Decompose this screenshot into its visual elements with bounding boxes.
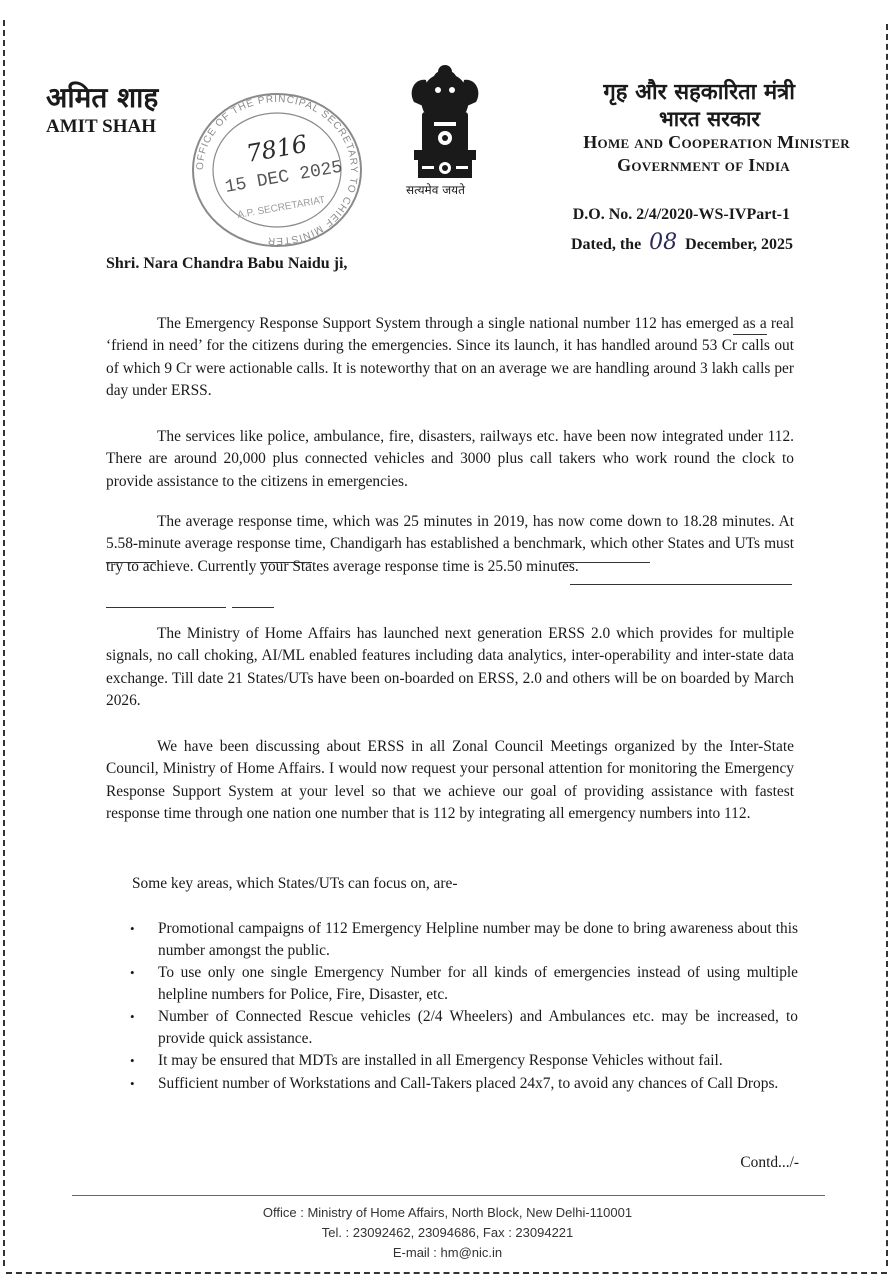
bullet-icon: • <box>130 921 135 936</box>
body-paragraph <box>106 511 794 578</box>
list-item <box>128 962 798 1005</box>
body-paragraph <box>106 623 794 712</box>
pen-underline <box>106 607 226 608</box>
pen-underline <box>560 562 650 563</box>
footer-address: Office : Ministry of Home Affairs, North Block, New Delhi-110001 <box>262 1205 633 1220</box>
stamp-inner-text: A.P. SECRETARIAT <box>236 194 327 221</box>
office-government-hindi: भारत सरकार <box>658 107 760 131</box>
paragraph-text: The average response time, which was 25 minutes in 2019, has now come down to 18.28 minutes. At 5.58-minute average response time, Chandigarh has established a benchmark, which other States and UTs must try to achieve. Currently your States average response time is 25.50 minutes. <box>106 513 794 575</box>
list-item-text: To use only one single Emergency Number for all kinds of emergencies instead of using multiple helpline numbers for Police, Fire, Disaster, etc. <box>158 964 798 1003</box>
paragraph-text: The services like police, ambulance, fire, disasters, railways etc. have been now integrated under 112. There are around 20,000 plus connected vehicles and 3000 plus call takers who work round the clock to provide assistance to the citizens in emergencies. <box>106 428 794 490</box>
pen-underline <box>232 607 274 608</box>
pen-underline <box>260 562 312 563</box>
paragraph-text: We have been discussing about ERSS in all Zonal Council Meetings organized by the Inter-State Council, Ministry of Home Affairs. I would now request your personal attention for monitoring the Emergency Response Support System at your level so that we achieve our goal of providing assistance with fastest response time through one nation one number that is 112 by integrating all emergency numbers into 112. <box>106 738 794 822</box>
stamp-ring-text: OFFICE OF THE PRINCIPAL SECRETARY TO CHIEF MINISTER <box>194 93 360 247</box>
body-paragraph <box>106 426 794 493</box>
office-title-hindi: गृह और सहकारिता मंत्री <box>603 80 795 105</box>
bullet-icon: • <box>130 1075 135 1091</box>
reference-date <box>571 230 793 255</box>
bullet-icon: • <box>130 965 135 980</box>
list-item <box>128 1050 798 1072</box>
sender-name-english: AMIT SHAH <box>46 116 156 137</box>
emblem-motto: सत्यमेव जयते <box>406 183 465 197</box>
body-paragraph <box>106 736 794 825</box>
bullet-icon: • <box>130 1053 135 1068</box>
sender-name-hindi: अमित शाह <box>46 81 159 114</box>
office-government-english: Government of India <box>617 155 790 175</box>
page-border-left <box>3 20 5 1266</box>
list-item <box>128 1073 798 1095</box>
paragraph-text: The Ministry of Home Affairs has launched next generation ERSS 2.0 which provides for multiple signals, no call choking, AI/ML enabled features including data analytics, inter-operability and inter-state data exchange. Till date 21 States/UTs have been on-boarded on ERSS, 2.0 and others will be on boarded by March 2026. <box>106 625 794 709</box>
pen-underline <box>106 562 156 563</box>
footer-divider <box>72 1195 825 1196</box>
key-areas-list <box>128 918 798 1095</box>
list-item-text: Promotional campaigns of 112 Emergency Helpline number may be done to bring awareness about this number amongst the public. <box>158 920 798 959</box>
page-border-right <box>886 24 888 1266</box>
salutation: Shri. Nara Chandra Babu Naidu ji, <box>106 255 348 272</box>
list-item-text: It may be ensured that MDTs are installed in all Emergency Response Vehicles without fail. <box>158 1052 723 1069</box>
date-suffix: December, 2025 <box>685 236 793 253</box>
key-areas-lead: Some key areas, which States/UTs can focus on, are- <box>132 875 458 892</box>
pen-underline <box>733 334 767 335</box>
footer-email: E-mail : hm@nic.in <box>392 1245 503 1260</box>
list-item <box>128 918 798 961</box>
page-border-bottom <box>6 1272 887 1274</box>
continued-marker: Contd.../- <box>740 1154 799 1171</box>
bullet-icon: • <box>130 1009 135 1024</box>
body-paragraph <box>106 313 794 402</box>
stamp-date: 15 DEC 2025 <box>223 157 345 198</box>
national-emblem-icon <box>404 62 486 182</box>
reference-number: D.O. No. 2/4/2020-WS-IVPart-1 <box>572 206 790 223</box>
receipt-stamp <box>186 90 368 250</box>
pen-underline <box>570 584 792 585</box>
list-item-text: Number of Connected Rescue vehicles (2/4 Wheelers) and Ambulances etc. may be increased, to provide quick assistance. <box>158 1008 798 1047</box>
date-day-handwritten: 08 <box>649 230 678 255</box>
paragraph-text: The Emergency Response Support System through a single national number 112 has emerged as a real ‘friend in need’ for the citizens during the emergencies. Since its launch, it has handled around 53 Cr calls out of which 9 Cr were actionable calls. It is noteworthy that on an average we are handling around 3 lakh calls per day under ERSS. <box>106 315 794 399</box>
list-item-text: Sufficient number of Workstations and Call-Takers placed 24x7, to avoid any chances of Call Drops. <box>158 1074 779 1092</box>
date-prefix: Dated, the <box>570 236 642 253</box>
footer-phones: Tel. : 23092462, 23094686, Fax : 23094221 <box>321 1225 574 1240</box>
stamp-number: 7816 <box>244 129 310 168</box>
office-title-english: Home and Cooperation Minister <box>583 132 850 152</box>
list-item <box>128 1006 798 1049</box>
